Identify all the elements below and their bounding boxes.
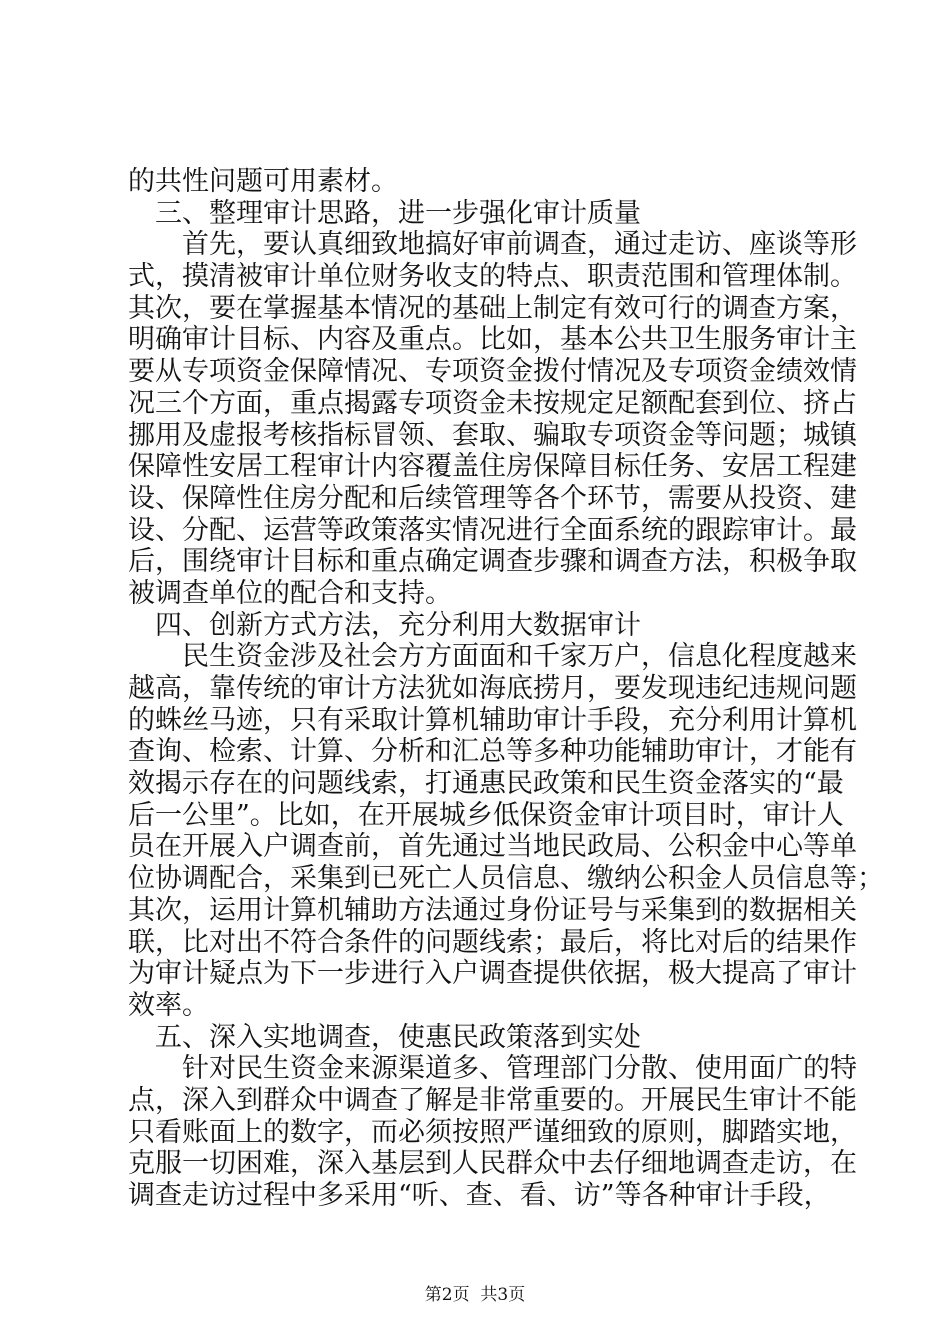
text-line: 效率。 <box>128 989 209 1021</box>
text-line: 调查走访过程中多采用“听、查、看、访”等各种审计手段， <box>128 1180 831 1211</box>
text-line: 要从专项资金保障情况、专项资金拨付情况及专项资金绩效情 <box>128 356 857 388</box>
text-line: 保障性安居工程审计内容覆盖住房保障目标任务、安居工程建 <box>128 451 857 483</box>
text-line: 民生资金涉及社会方方面面和千家万户，信息化程度越来 <box>128 641 857 673</box>
text-line: 后一公里”。比如，在开展城乡低保资金审计项目时，审计人 <box>128 799 844 831</box>
text-line: 首先，要认真细致地搞好审前调查，通过走访、座谈等形 <box>128 229 857 261</box>
section-heading-4: 四、创新方式方法，充分利用大数据审计 <box>128 609 641 641</box>
text-line: 点，深入到群众中调查了解是非常重要的。开展民生审计不能 <box>128 1084 857 1116</box>
text-line: 查询、检索、计算、分析和汇总等多种功能辅助审计，才能有 <box>128 736 857 768</box>
text-line: 其次，运用计算机辅助方法通过身份证号与采集到的数据相关 <box>128 894 857 926</box>
text-line: 克服一切困难，深入基层到人民群众中去仔细地调查走访，在 <box>128 1148 857 1180</box>
text-line: 为审计疑点为下一步进行入户调查提供依据，极大提高了审计 <box>128 958 857 990</box>
text-line: 其次，要在掌握基本情况的基础上制定有效可行的调查方案， <box>128 292 857 324</box>
text-line: 明确审计目标、内容及重点。比如，基本公共卫生服务审计主 <box>128 324 857 356</box>
text-line: 设、分配、运营等政策落实情况进行全面系统的跟踪审计。最 <box>128 514 857 546</box>
text-line: 式，摸清被审计单位财务收支的特点、职责范围和管理体制。 <box>128 261 857 293</box>
text-line: 设、保障性住房分配和后续管理等各个环节，需要从投资、建 <box>128 482 857 514</box>
text-line: 只看账面上的数字，而必须按照严谨细致的原则，脚踏实地， <box>128 1116 857 1148</box>
text-line: 越高，靠传统的审计方法犹如海底捞月，要发现违纪违规问题 <box>128 673 857 704</box>
page-number: 第2页 共3页 <box>424 1285 526 1305</box>
section-heading-3: 三、整理审计思路，进一步强化审计质量 <box>128 197 641 229</box>
text-line: 的蛛丝马迹，只有采取计算机辅助审计手段，充分利用计算机 <box>128 704 857 736</box>
document-body <box>128 166 884 1212</box>
text-line: 后，围绕审计目标和重点确定调查步骤和调查方法，积极争取 <box>128 546 857 578</box>
text-line: 联，比对出不符合条件的问题线索；最后，将比对后的结果作 <box>128 926 857 958</box>
text-line: 针对民生资金来源渠道多、管理部门分散、使用面广的特 <box>128 1053 857 1085</box>
text-line: 位协调配合，采集到已死亡人员信息、缴纳公积金人员信息等； <box>128 863 884 895</box>
text-line: 况三个方面，重点揭露专项资金未按规定足额配套到位、挤占 <box>128 387 857 419</box>
text-line: 效揭示存在的问题线索，打通惠民政策和民生资金落实的“最 <box>128 768 844 800</box>
text-line: 的共性问题可用素材。 <box>128 166 398 197</box>
text-line: 员在开展入户调查前，首先通过当地民政局、公积金中心等单 <box>128 831 857 863</box>
section-heading-5: 五、深入实地调查，使惠民政策落到实处 <box>128 1021 641 1053</box>
text-line: 挪用及虚报考核指标冒领、套取、骗取专项资金等问题；城镇 <box>128 419 857 451</box>
text-line: 被调查单位的配合和支持。 <box>128 577 452 609</box>
